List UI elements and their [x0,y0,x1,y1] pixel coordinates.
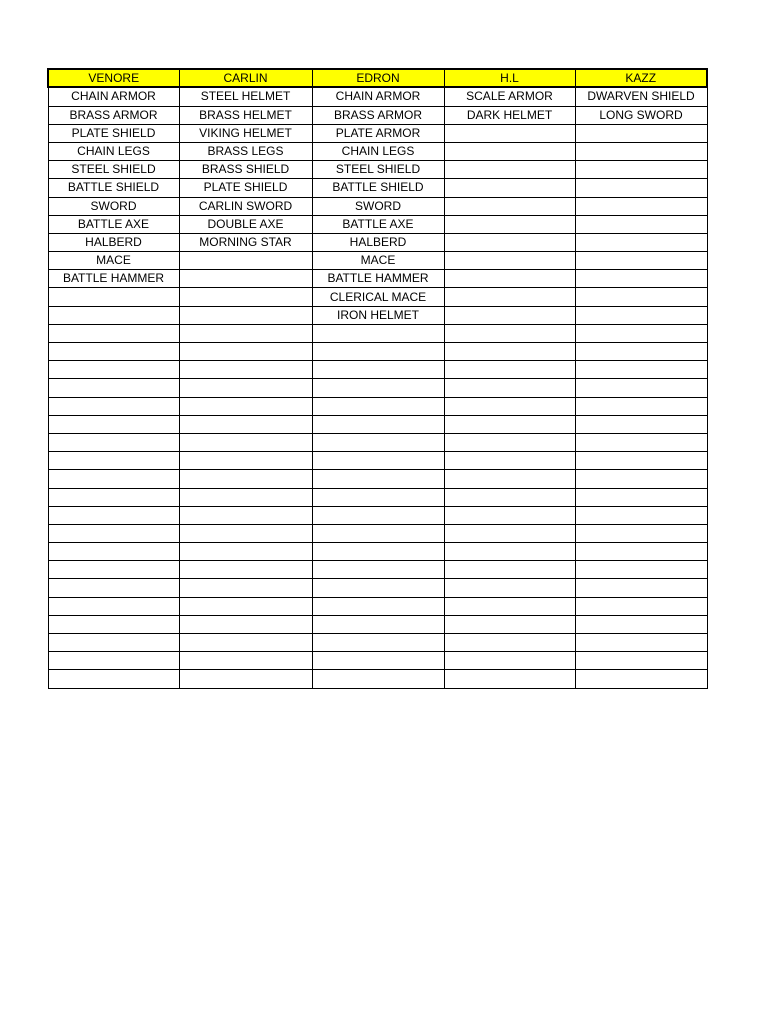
table-cell[interactable] [444,670,575,688]
table-row [48,452,707,470]
table-cell[interactable] [179,397,312,415]
table-cell[interactable] [575,470,707,488]
table-cell[interactable] [575,379,707,397]
table-cell[interactable]: BATTLE SHIELD [48,179,179,197]
table-cell[interactable]: MACE [312,252,444,270]
table-cell[interactable] [575,615,707,633]
table-cell[interactable] [444,634,575,652]
table-cell[interactable]: BRASS ARMOR [312,106,444,124]
table-cell[interactable] [48,524,179,542]
table-row [48,561,707,579]
table-cell[interactable] [48,670,179,688]
table-cell[interactable]: DWARVEN SHIELD [575,87,707,106]
table-cell[interactable] [48,488,179,506]
table-row [48,270,707,288]
table-row [48,415,707,433]
table-cell[interactable] [444,306,575,324]
table-row [48,306,707,324]
table-cell[interactable] [444,179,575,197]
table-cell[interactable] [575,415,707,433]
table-row [48,252,707,270]
table-cell[interactable] [444,615,575,633]
table-row [48,361,707,379]
table-cell[interactable] [575,579,707,597]
table-cell[interactable] [575,561,707,579]
table-cell[interactable] [444,470,575,488]
table-cell[interactable] [444,433,575,451]
table-cell[interactable] [48,433,179,451]
table-cell[interactable] [48,634,179,652]
table-row [48,397,707,415]
table-cell[interactable] [312,615,444,633]
table-cell[interactable] [48,615,179,633]
table-cell[interactable] [312,324,444,342]
table-cell[interactable] [444,561,575,579]
table-cell[interactable]: BRASS SHIELD [179,161,312,179]
table-row [48,543,707,561]
table-cell[interactable]: STEEL SHIELD [312,161,444,179]
table-cell[interactable]: CHAIN LEGS [312,142,444,160]
table-cell[interactable]: STEEL HELMET [179,87,312,106]
table-cell[interactable]: PLATE SHIELD [179,179,312,197]
table-cell[interactable] [179,524,312,542]
table-cell[interactable] [48,379,179,397]
table-cell[interactable] [312,433,444,451]
table-cell[interactable] [444,543,575,561]
table-cell[interactable] [575,597,707,615]
table-cell[interactable] [48,506,179,524]
table-cell[interactable] [575,252,707,270]
table-cell[interactable] [179,506,312,524]
table-row [48,488,707,506]
table-cell[interactable] [48,324,179,342]
table-cell[interactable] [444,579,575,597]
table-cell[interactable] [575,142,707,160]
table-cell[interactable] [179,361,312,379]
table-row [48,106,707,124]
table-cell[interactable] [179,488,312,506]
table-cell[interactable] [575,197,707,215]
table-cell[interactable]: BATTLE AXE [48,215,179,233]
table-cell[interactable] [575,452,707,470]
table-cell[interactable]: MACE [48,252,179,270]
city-equipment-table [47,68,708,689]
table-cell[interactable] [179,579,312,597]
table-cell[interactable] [575,543,707,561]
table-cell[interactable]: BATTLE HAMMER [48,270,179,288]
table-cell[interactable]: PLATE ARMOR [312,124,444,142]
table-cell[interactable]: DARK HELMET [444,106,575,124]
table-cell[interactable] [179,379,312,397]
table-cell[interactable] [179,543,312,561]
table-cell[interactable]: SWORD [48,197,179,215]
table-cell[interactable]: CARLIN SWORD [179,197,312,215]
table-cell[interactable] [179,324,312,342]
table-row [48,634,707,652]
table-cell[interactable] [444,343,575,361]
table-cell[interactable] [179,252,312,270]
table-cell[interactable] [179,597,312,615]
table-cell[interactable] [179,561,312,579]
table-cell[interactable]: BRASS ARMOR [48,106,179,124]
table-cell[interactable] [575,179,707,197]
table-cell[interactable] [48,452,179,470]
table-cell[interactable] [444,597,575,615]
table-cell[interactable] [444,288,575,306]
table-row [48,506,707,524]
table-cell[interactable] [312,670,444,688]
table-cell[interactable] [444,652,575,670]
column-header-kazz[interactable]: KAZZ [575,69,707,87]
table-cell[interactable] [444,379,575,397]
table-cell[interactable]: HALBERD [48,233,179,251]
table-cell[interactable]: IRON HELMET [312,306,444,324]
table-cell[interactable] [444,233,575,251]
table-cell[interactable]: STEEL SHIELD [48,161,179,179]
table-cell[interactable] [575,343,707,361]
table-cell[interactable] [48,470,179,488]
table-row [48,161,707,179]
table-cell[interactable]: PLATE SHIELD [48,124,179,142]
table-cell[interactable] [575,524,707,542]
table-cell[interactable]: CLERICAL MACE [312,288,444,306]
table-cell[interactable] [48,543,179,561]
table-cell[interactable] [48,343,179,361]
table-cell[interactable] [575,670,707,688]
table-cell[interactable] [312,397,444,415]
table-cell[interactable] [179,270,312,288]
table-row [48,124,707,142]
table-row [48,615,707,633]
table-row [48,597,707,615]
table-cell[interactable] [312,524,444,542]
table-cell[interactable] [444,506,575,524]
table-cell[interactable] [444,415,575,433]
table-cell[interactable] [179,415,312,433]
table-cell[interactable] [48,652,179,670]
table-cell[interactable] [444,324,575,342]
table-row [48,179,707,197]
table-cell[interactable] [444,124,575,142]
table-header [48,69,707,87]
table-cell[interactable]: HALBERD [312,233,444,251]
table-cell[interactable] [48,415,179,433]
table-cell[interactable] [575,361,707,379]
table-cell[interactable]: LONG SWORD [575,106,707,124]
table-row [48,670,707,688]
table-cell[interactable] [48,361,179,379]
table-cell[interactable]: BATTLE AXE [312,215,444,233]
table-cell[interactable] [179,288,312,306]
table-row [48,197,707,215]
table-cell[interactable] [179,470,312,488]
table-row [48,379,707,397]
table-cell[interactable]: SWORD [312,197,444,215]
table-cell[interactable] [444,142,575,160]
table-cell[interactable] [312,506,444,524]
table-cell[interactable] [444,452,575,470]
table-cell[interactable] [312,470,444,488]
table-cell[interactable] [575,288,707,306]
table-cell[interactable] [48,306,179,324]
table-row [48,652,707,670]
table-row [48,233,707,251]
table-cell[interactable] [444,524,575,542]
table-row [48,433,707,451]
table-cell[interactable]: BATTLE SHIELD [312,179,444,197]
table-cell[interactable]: BRASS HELMET [179,106,312,124]
column-header-venore[interactable]: VENORE [48,69,179,87]
table-cell[interactable] [312,561,444,579]
table-cell[interactable] [48,397,179,415]
table-cell[interactable] [179,452,312,470]
column-header-carlin[interactable]: CARLIN [179,69,312,87]
table-cell[interactable] [179,634,312,652]
table-cell[interactable] [575,506,707,524]
table-cell[interactable] [444,197,575,215]
table-cell[interactable] [48,597,179,615]
table-cell[interactable] [179,652,312,670]
table-cell[interactable]: VIKING HELMET [179,124,312,142]
header-row [48,69,707,87]
table-row [48,87,707,106]
table-cell[interactable] [179,306,312,324]
table-cell[interactable] [179,433,312,451]
table-cell[interactable]: SCALE ARMOR [444,87,575,106]
table-cell[interactable] [444,270,575,288]
table-cell[interactable] [575,124,707,142]
table-row [48,142,707,160]
table-cell[interactable] [312,379,444,397]
table-cell[interactable] [575,652,707,670]
table-cell[interactable] [575,270,707,288]
table-cell[interactable] [48,561,179,579]
table-cell[interactable]: BATTLE HAMMER [312,270,444,288]
table-cell[interactable] [312,361,444,379]
table-cell[interactable] [312,343,444,361]
table-cell[interactable] [312,597,444,615]
table-cell[interactable] [179,343,312,361]
table-cell[interactable] [179,670,312,688]
table-cell[interactable] [48,288,179,306]
table-cell[interactable] [444,488,575,506]
table-cell[interactable] [444,252,575,270]
table-cell[interactable] [444,215,575,233]
table-cell[interactable] [48,579,179,597]
table-row [48,470,707,488]
table-cell[interactable] [312,415,444,433]
table-cell[interactable]: MORNING STAR [179,233,312,251]
column-header-h-l[interactable]: H.L [444,69,575,87]
table-cell[interactable]: CHAIN ARMOR [312,87,444,106]
table-cell[interactable] [444,361,575,379]
table-row [48,324,707,342]
table-cell[interactable] [575,161,707,179]
table-cell[interactable] [575,324,707,342]
table-cell[interactable] [312,652,444,670]
table-row [48,215,707,233]
table-cell[interactable]: BRASS LEGS [179,142,312,160]
table-cell[interactable]: DOUBLE AXE [179,215,312,233]
table-cell[interactable] [575,233,707,251]
table-cell[interactable] [575,433,707,451]
table-row [48,524,707,542]
table-cell[interactable] [179,615,312,633]
table-cell[interactable]: CHAIN LEGS [48,142,179,160]
table-cell[interactable] [575,634,707,652]
table-row [48,343,707,361]
table-cell[interactable] [575,215,707,233]
table-cell[interactable] [312,488,444,506]
table-cell[interactable] [444,397,575,415]
table-row [48,288,707,306]
table-row [48,579,707,597]
table-cell[interactable] [575,306,707,324]
table-cell[interactable] [575,488,707,506]
table-cell[interactable] [312,543,444,561]
table-cell[interactable] [312,452,444,470]
table-cell[interactable] [312,579,444,597]
table-body [48,87,707,688]
column-header-edron[interactable]: EDRON [312,69,444,87]
table-cell[interactable] [444,161,575,179]
table-cell[interactable]: CHAIN ARMOR [48,87,179,106]
table-cell[interactable] [312,634,444,652]
table-cell[interactable] [575,397,707,415]
